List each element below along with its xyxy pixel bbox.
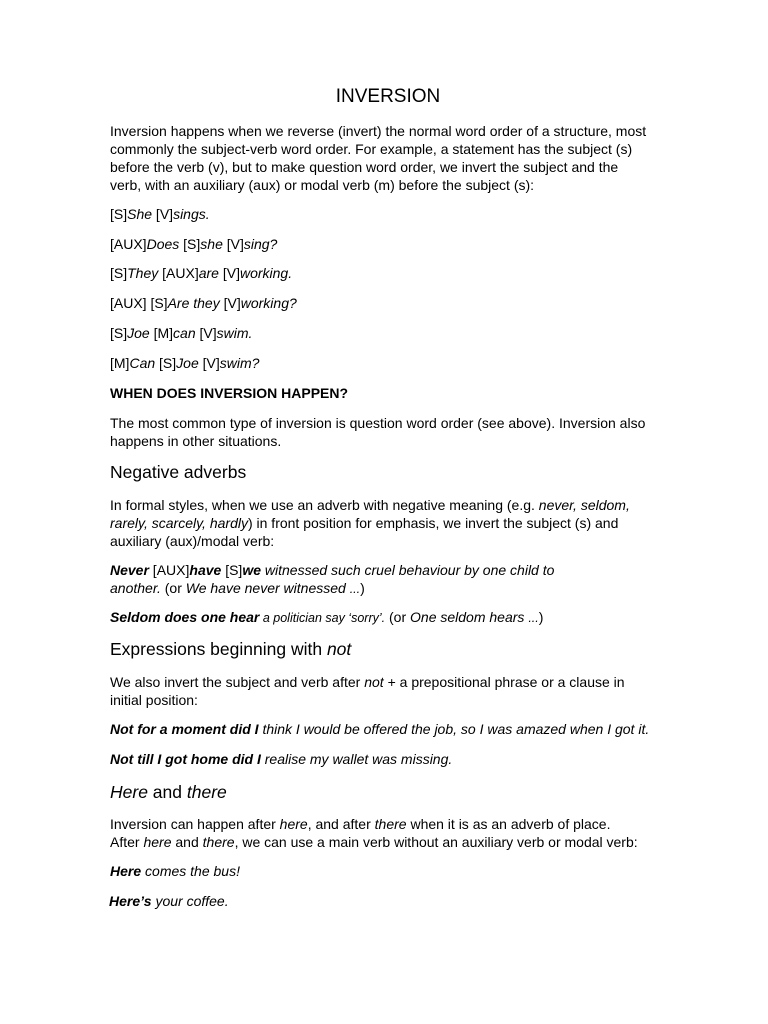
example-they-are-working: [S]They [AUX]are [V]working. bbox=[110, 265, 293, 281]
intro-line-2: commonly the subject-verb word order. For example, a statement has the subject (s) bbox=[110, 141, 633, 157]
page-title: INVERSION bbox=[335, 86, 441, 107]
example-does-she-sing: [AUX]Does [S]she [V]sing? bbox=[110, 236, 278, 252]
example-can-joe-swim: [M]Can [S]Joe [V]swim? bbox=[110, 355, 260, 371]
never-example-line-2: another. (or We have never witnessed ...) bbox=[110, 580, 365, 596]
example-are-they-working: [AUX] [S]Are they [V]working? bbox=[110, 295, 297, 311]
here-example-coffee: Here’s your coffee. bbox=[109, 893, 229, 909]
when-line-1: The most common type of inversion is question word order (see above). Inversion also bbox=[110, 415, 646, 431]
when-line-2: happens in other situations. bbox=[110, 433, 282, 449]
not-expressions-heading: Expressions beginning with not bbox=[110, 639, 352, 659]
not-example-home: Not till I got home did I realise my wallet was missing. bbox=[110, 751, 453, 767]
negative-line-2: rarely, scarcely, hardly) in front position for emphasis, we invert the subject (s) and bbox=[110, 515, 619, 531]
here-line-1: Inversion can happen after here, and after there when it is as an adverb of place. bbox=[110, 816, 611, 832]
here-line-2: After here and there, we can use a main verb without an auxiliary verb or modal verb: bbox=[110, 834, 638, 850]
example-she-sings: [S]She [V]sings. bbox=[110, 206, 210, 222]
not-example-moment: Not for a moment did I think I would be offered the job, so I was amazed when I got it. bbox=[110, 721, 650, 737]
negative-line-1: In formal styles, when we use an adverb with negative meaning (e.g. never, seldom, bbox=[110, 497, 630, 513]
when-heading: WHEN DOES INVERSION HAPPEN? bbox=[110, 385, 349, 401]
example-joe-can-swim: [S]Joe [M]can [V]swim. bbox=[110, 325, 253, 341]
here-example-bus: Here comes the bus! bbox=[110, 863, 240, 879]
not-line-2: initial position: bbox=[110, 692, 198, 708]
not-line-1: We also invert the subject and verb after not + a prepositional phrase or a clause in bbox=[110, 674, 625, 690]
never-example-line-1: Never [AUX]have [S]we witnessed such cruel behaviour by one child to bbox=[110, 562, 555, 578]
here-there-heading: Here and there bbox=[110, 782, 227, 802]
negative-line-3: auxiliary (aux)/modal verb: bbox=[110, 533, 275, 549]
intro-line-1: Inversion happens when we reverse (invert) the normal word order of a structure, most bbox=[110, 123, 647, 139]
intro-line-3: before the verb (v), but to make question word order, we invert the subject and the bbox=[110, 159, 619, 175]
intro-line-4: verb, with an auxiliary (aux) or modal verb (m) before the subject (s): bbox=[110, 177, 535, 193]
negative-adverbs-heading: Negative adverbs bbox=[110, 462, 247, 482]
seldom-example: Seldom does one hear a politician say ‘sorry’. (or One seldom hears ...) bbox=[110, 609, 544, 625]
